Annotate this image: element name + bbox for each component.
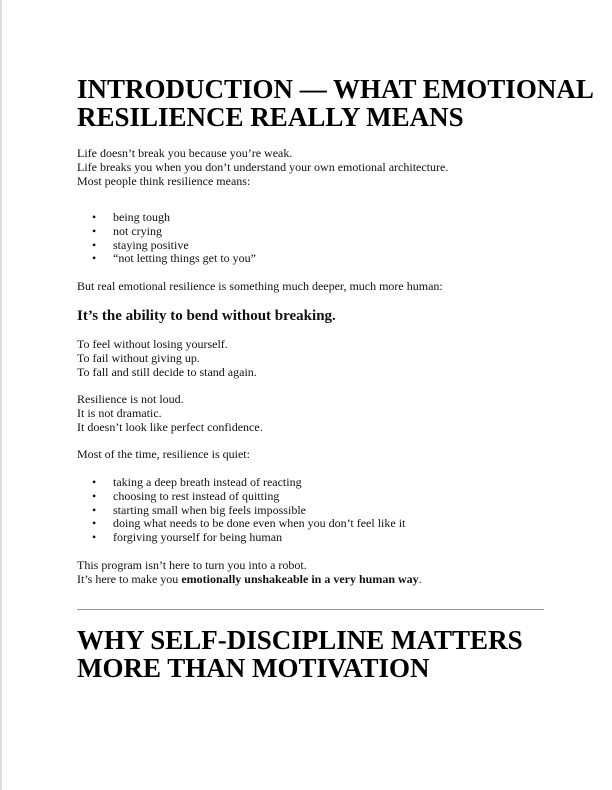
text-line: Life breaks you when you don’t understand your own emotional architecture. <box>77 159 449 174</box>
title-line: RESILIENCE REALLY MEANS <box>77 102 464 132</box>
list-item: • forgiving yourself for being human <box>77 531 405 545</box>
list-item: • choosing to rest instead of quitting <box>77 490 405 504</box>
list-item: • staying positive <box>77 239 256 253</box>
section-title <box>77 626 523 682</box>
section-title <box>77 75 594 131</box>
list-item: • doing what needs to be done even when you don’t feel like it <box>77 517 405 531</box>
list-item: • starting small when big feels impossible <box>77 504 405 518</box>
text-line: To fall and still decide to stand again. <box>77 364 257 379</box>
title-line: MORE THAN MOTIVATION <box>77 653 430 683</box>
paragraph <box>77 280 443 294</box>
paragraph <box>77 448 250 462</box>
list-item: • not crying <box>77 225 256 239</box>
text-line: But real emotional resilience is something much deeper, much more human: <box>77 279 443 293</box>
list-item: • taking a deep breath instead of reacting <box>77 476 405 490</box>
paragraph <box>77 393 263 434</box>
text-line: Resilience is not loud. <box>77 392 184 406</box>
paragraph <box>77 175 250 189</box>
text-line: This program isn’t here to turn you into a robot. <box>77 558 307 572</box>
title-line: INTRODUCTION — WHAT EMOTIONAL <box>77 74 594 104</box>
text-line: To feel without losing yourself. <box>77 337 228 351</box>
text: It’s here to make you <box>77 571 182 586</box>
text-line: Most people think resilience means: <box>77 174 251 188</box>
text-line: Life doesn’t break you because you’re weak. <box>77 146 293 160</box>
section-divider <box>77 609 544 610</box>
list-item: • “not letting things get to you” <box>77 252 256 266</box>
myths-list <box>77 211 256 266</box>
text-line: It doesn’t look like perfect confidence. <box>77 419 263 434</box>
quiet-list <box>77 476 405 545</box>
closing-paragraph <box>77 559 422 587</box>
title-line: WHY SELF-DISCIPLINE MATTERS <box>77 625 523 655</box>
text-line: To fail without giving up. <box>77 350 200 365</box>
paragraph <box>77 338 257 379</box>
text-line <box>77 573 422 587</box>
bold-text: emotionally unshakeable in a very human way <box>181 571 419 586</box>
text: . <box>418 571 422 586</box>
text-line: It is not dramatic. <box>77 405 162 420</box>
subheading: It’s the ability to bend without breaking. <box>77 308 336 324</box>
list-item: • being tough <box>77 211 256 225</box>
text-line: Most of the time, resilience is quiet: <box>77 447 250 461</box>
intro-paragraph <box>77 147 448 175</box>
